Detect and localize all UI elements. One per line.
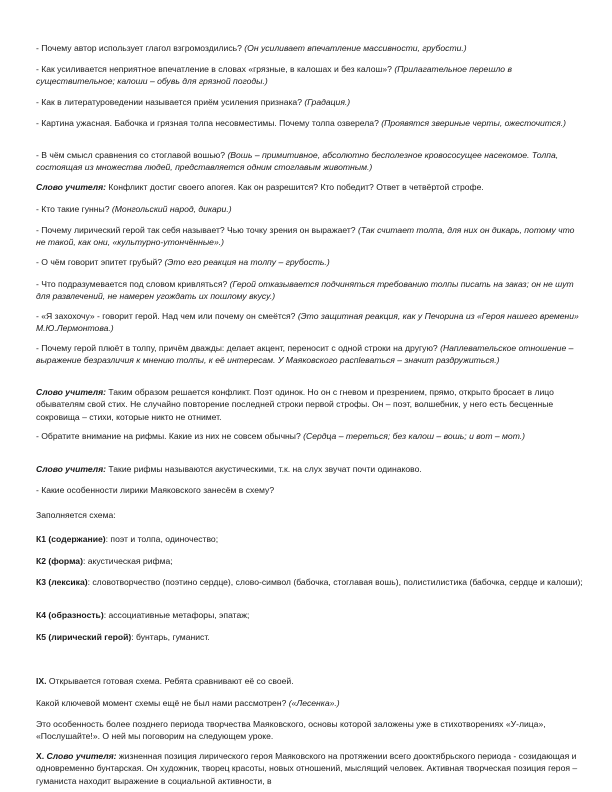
question-paragraph — [36, 117, 584, 129]
answer-text: (Монгольский народ, дикари.) — [111, 204, 232, 214]
question-text: - Как усиливается неприятное впечатление в словах «грязные, в калошах и без калош»? — [36, 64, 392, 74]
scheme-value: : ассоциативные метафоры, эпатаж; — [103, 610, 250, 620]
question-paragraph — [36, 96, 584, 108]
question-paragraph — [36, 203, 584, 215]
section-number: X. — [36, 751, 45, 761]
scheme-key: К4 (образность) — [36, 610, 104, 620]
question-text: - О чём говорит эпитет грубый? — [36, 257, 163, 267]
question-paragraph — [36, 697, 584, 709]
scheme-key: К1 (содержание) — [36, 534, 106, 544]
scheme-item — [36, 609, 584, 621]
question-paragraph — [36, 42, 584, 54]
answer-text: (Он усиливает впечатление массивности, грубости.) — [244, 43, 467, 53]
question-text: - Почему герой плюёт в толпу, причём дважды: делает акцент, переносит с одной строки на другую? — [36, 343, 438, 353]
question-text: - Какие особенности лирики Маяковского занесём в схему? — [36, 485, 275, 495]
question-paragraph — [36, 278, 584, 303]
answer-text: (Градация.) — [304, 97, 351, 107]
teacher-text: Таким образом решается конфликт. Поэт одинок. Но он с гневом и презрением, прямо, открыто бросает в лицо обывателям свой стих. Не случайно повторение последней строки первой строфы. Он – поэт, волшебник, у него есть бесценные сокровища – стихи, которые никто не отнимет. — [36, 387, 554, 422]
question-text: - Что подразумевается под словом кривляться? — [36, 279, 228, 289]
scheme-item — [36, 631, 584, 643]
scheme-item — [36, 533, 584, 545]
question-text: - Как в литературоведении называется приём усиления признака? — [36, 97, 302, 107]
section-number: IX. — [36, 676, 47, 686]
scheme-value: : словотворчество (поэтино сердце), слово-символ (бабочка, стоглавая вошь), полистилистика (бабочка, сердце и калоши); — [87, 577, 583, 587]
question-paragraph — [36, 430, 584, 442]
question-text: - Почему автор использует глагол взгромоздились? — [36, 43, 242, 53]
answer-text: (Это его реакция на толпу – грубость.) — [164, 257, 330, 267]
question-paragraph — [36, 149, 584, 174]
scheme-key: К3 (лексика) — [36, 577, 88, 587]
question-text: - Кто такие гунны? — [36, 204, 110, 214]
answer-text: (Это защитная реакция, как у Печорина из «Героя нашего времени» М.Ю.Лермонтова.) — [36, 311, 579, 334]
scheme-item — [36, 555, 584, 567]
teacher-text: Такие рифмы называются акустическими, т.к. на слух звучат почти одинаково. — [106, 464, 422, 474]
answer-text: (Герой отказывается подчиняться требованию толпы писать на заказ; он не шут для развлечений, не намерен угождать их пошлому вкусу.) — [36, 279, 574, 302]
answer-text: (Проявятся звериные черты, ожесточится.) — [381, 118, 567, 128]
teacher-paragraph — [36, 463, 584, 475]
teacher-lead: Слово учителя: — [46, 751, 117, 761]
section-paragraph — [36, 750, 584, 787]
section-text: Открывается готовая схема. Ребята сравнивают её со своей. — [46, 676, 294, 686]
question-text: - В чём смысл сравнения со стоглавой вошью? — [36, 150, 226, 160]
teacher-text: Конфликт достиг своего апогея. Как он разрешится? Кто победит? Ответ в четвёртой строфе. — [106, 182, 484, 192]
answer-text: (Наплевательское отношение – выражение безразличия к мнению толпы, к её интересам. У Маяковского распleваться – значит раздружиться.) — [36, 343, 574, 366]
scheme-intro — [36, 509, 584, 521]
question-paragraph — [36, 342, 584, 367]
question-paragraph — [36, 224, 584, 249]
section-paragraph — [36, 675, 584, 687]
question-text: - Обратите внимание на рифмы. Какие из них не совсем обычны? — [36, 431, 301, 441]
teacher-paragraph — [36, 181, 584, 193]
teacher-paragraph — [36, 386, 584, 423]
scheme-value: : поэт и толпа, одиночество; — [105, 534, 219, 544]
body-paragraph — [36, 718, 584, 743]
question-paragraph — [36, 63, 584, 88]
question-text: Какой ключевой момент схемы ещё не был нами рассмотрен? — [36, 698, 287, 708]
scheme-value: : бунтарь, гуманист. — [131, 632, 210, 642]
question-paragraph — [36, 310, 584, 335]
body-text: Это особенность более позднего периода творчества Маяковского, основы которой заложены уже в стихотворениях «У-лица», «Послушайте!». О ней мы поговорим на следующем уроке. — [36, 719, 546, 742]
question-text: - Почему лирический герой так себя называет? Чью точку зрения он выражает? — [36, 225, 356, 235]
answer-text: (Прилагательное перешло в существительное; калоши – обувь для грязной погоды.) — [36, 64, 512, 87]
answer-text: (Вошь – примитивное, абсолютно бесполезное кровососущее насекомое. Толпа, состоящая из множества людей, представляется одним стоглавым животным.) — [36, 150, 559, 173]
answer-text: (Так считает толпа, для них он дикарь, потому что не такой, как они, «культурно-утончённые».) — [36, 225, 575, 248]
scheme-value: : акустическая рифма; — [82, 556, 173, 566]
scheme-key: К5 (лирический герой) — [36, 632, 132, 642]
scheme-intro-text: Заполняется схема: — [36, 510, 116, 520]
question-paragraph — [36, 256, 584, 268]
question-text: - Картина ужасная. Бабочка и грязная толпа несовместимы. Почему толпа озверела? — [36, 118, 379, 128]
answer-text: (Сердца – тереться; без калош – вошь; и вот – мот.) — [303, 431, 526, 441]
teacher-lead: Слово учителя: — [36, 182, 107, 192]
answer-text: («Лесенка».) — [288, 698, 340, 708]
scheme-key: К2 (форма) — [36, 556, 83, 566]
question-paragraph — [36, 484, 584, 496]
teacher-text: жизненная позиция лирического героя Маяковского на протяжении всего дооктябрьского периода - созидающая и одновременно бунтарская. Он художник, творец красоты, новых отношений, мыслящий человек. Активная творческая позиция героя – гуманиста находит выражение в социальной активности, в — [36, 751, 578, 786]
teacher-lead: Слово учителя: — [36, 387, 107, 397]
question-text: - «Я захохочу» - говорит герой. Над чем или почему он смеётся? — [36, 311, 296, 321]
teacher-lead: Слово учителя: — [36, 464, 107, 474]
scheme-item — [36, 576, 584, 588]
